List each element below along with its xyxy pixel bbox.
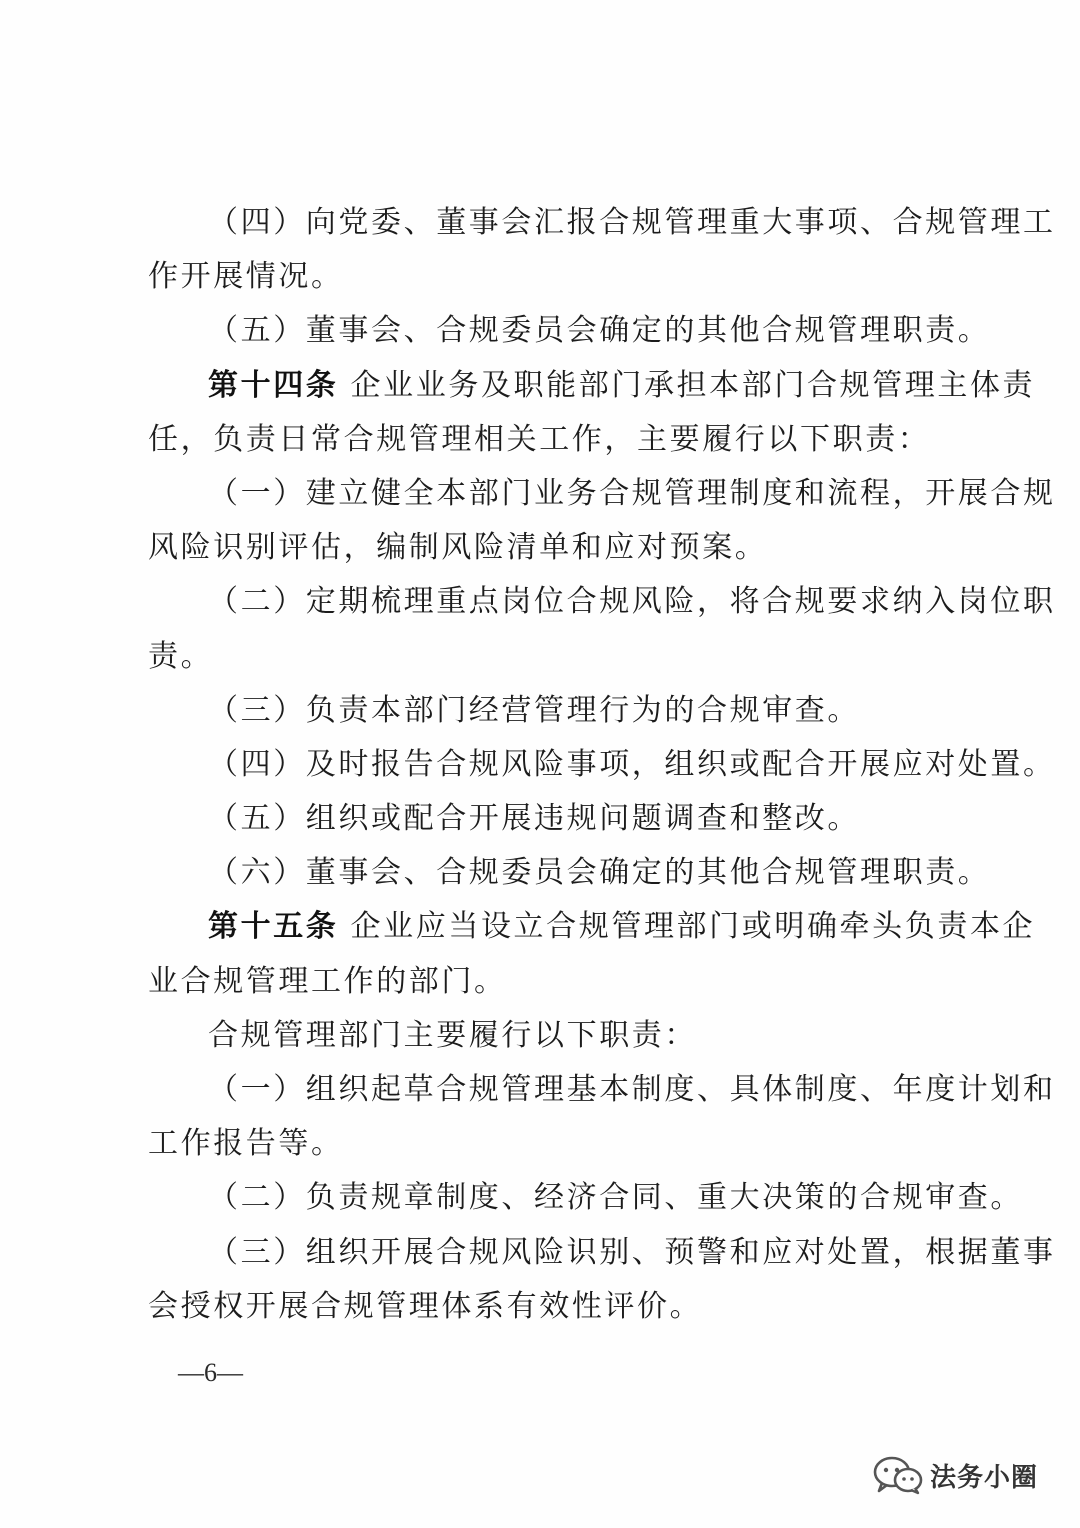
paragraph-continuation-line <box>148 413 948 467</box>
paragraph-first-line <box>148 846 991 900</box>
wechat-icon <box>872 1455 924 1495</box>
paragraph-first-line <box>148 304 991 358</box>
line-text: （一）组织起草合规管理基本制度、具体制度、年度计划和 <box>208 1072 1056 1107</box>
line-text: 业合规管理工作的部门。 <box>148 963 507 999</box>
paragraph-continuation-line <box>148 1117 948 1171</box>
line-text: （五）董事会、合规委员会确定的其他合规管理职责。 <box>208 313 991 349</box>
paragraph-first-line <box>148 359 1036 413</box>
line-text: 企业业务及职能部门承担本部门合规管理主体责 <box>338 367 1036 403</box>
paragraph-first-line <box>148 1226 1056 1280</box>
paragraph-first-line <box>148 196 1056 250</box>
line-text: （六）董事会、合规委员会确定的其他合规管理职责。 <box>208 855 991 891</box>
paragraph-first-line <box>148 575 1056 629</box>
line-text: 企业应当设立合规管理部门或明确牵头负责本企 <box>338 909 1036 945</box>
paragraph-first-line <box>148 792 948 846</box>
watermark <box>872 1455 1038 1495</box>
line-text: （四）向党委、董事会汇报合规管理重大事项、合规管理工 <box>208 205 1056 240</box>
paragraph-continuation-line <box>148 250 948 304</box>
paragraph-first-line <box>148 1171 1023 1225</box>
line-text: （五）组织或配合开展违规问题调查和整改。 <box>208 801 860 837</box>
paragraph-first-line <box>148 467 1056 521</box>
paragraph-first-line <box>148 1009 948 1063</box>
paragraph-continuation-line <box>148 1280 948 1334</box>
paragraph-continuation-line <box>148 630 948 684</box>
paragraph-first-line <box>148 684 948 738</box>
article-number: 第十五条 <box>208 909 339 945</box>
line-text: （二）定期梳理重点岗位合规风险，将合规要求纳入岗位职 <box>208 584 1056 620</box>
watermark-text: 法务小圈 <box>930 1462 1039 1493</box>
line-text: 作开展情况。 <box>148 259 344 295</box>
paragraph-continuation-line <box>148 521 948 575</box>
paragraph-continuation-line <box>148 955 948 1009</box>
line-text: （三）组织开展合规风险识别、预警和应对处置，根据董事 <box>208 1234 1056 1270</box>
line-text: 工作报告等。 <box>148 1126 344 1162</box>
line-text: 合规管理部门主要履行以下职责： <box>208 1017 697 1053</box>
line-text: 责。 <box>148 638 214 674</box>
paragraph-first-line <box>148 1063 1056 1117</box>
article-number: 第十四条 <box>208 367 339 403</box>
paragraph-first-line <box>148 900 1036 954</box>
line-text: （三）负责本部门经营管理行为的合规审查。 <box>208 692 860 728</box>
line-text: 会授权开展合规管理体系有效性评价。 <box>148 1288 703 1324</box>
document-body <box>148 196 1056 1334</box>
line-text: （一）建立健全本部门业务合规管理制度和流程，开展合规 <box>208 475 1056 511</box>
paragraph-first-line <box>148 738 1056 792</box>
line-text: （二）负责规章制度、经济合同、重大决策的合规审查。 <box>208 1180 1023 1216</box>
line-text: 任，负责日常合规管理相关工作，主要履行以下职责： <box>148 421 931 457</box>
page-number: —6— <box>178 1358 243 1387</box>
line-text: 风险识别评估，编制风险清单和应对预案。 <box>148 530 768 566</box>
line-text: （四）及时报告合规风险事项，组织或配合开展应对处置。 <box>208 746 1056 782</box>
